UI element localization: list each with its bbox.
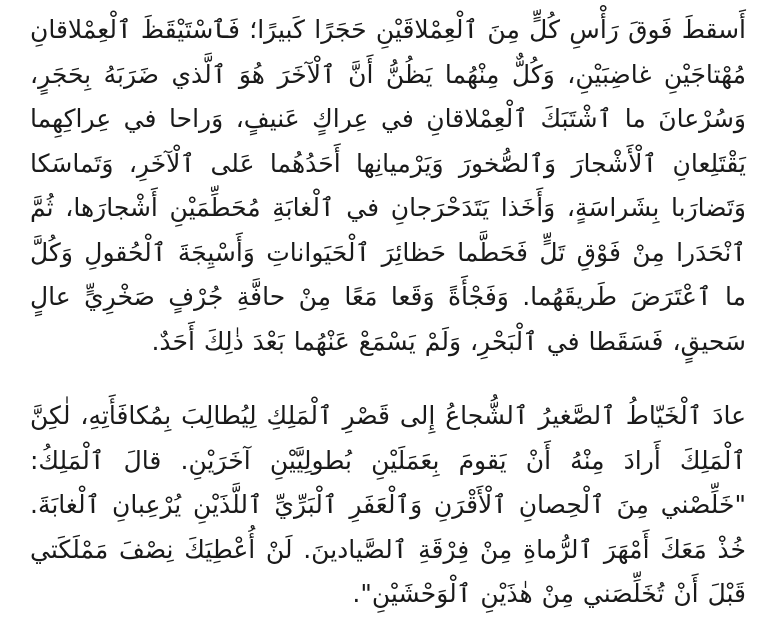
- story-paragraph-king-request: عادَ ٱلْخَيّاطُ ٱلصَّغيرُ ٱلشُّجاعُ إِلى قَصْرِ ٱلْمَلِكِ لِيُطالِبَ بِمُكافَأَتِهِ، لٰكِنَّ ٱلْمَلِكَ أَرادَ مِنْهُ أَنْ يَقومَ بِعَمَلَيْنِ بُطولِيَّيْنِ آخَرَيْنِ. قالَ ٱلْمَلِكُ: "خَلِّصْني مِنَ ٱلْحِصانِ ٱلْأَقْرَنِ وَٱلْعَفَرِ ٱلْبَرِّيِّ ٱللَّذَيْنِ يُرْعِبانِ ٱلْغابَةَ. خُذْ مَعَكَ أَمْهَرَ ٱلرُّماةِ مِنْ فِرْقَةِ ٱلصَّيادينَ. لَنْ أُعْطِيَكَ نِصْفَ مَمْلَكَتي قَبْلَ أَنْ تُخَلِّصَني مِنْ هٰذَيْنِ ٱلْوَحْشَيْنِ".: [30, 401, 746, 608]
- story-paragraph-giants: أَسقطَ فَوقَ رَأْسِ كُلٍّ مِنَ ٱلْعِمْلاقَيْنِ حَجَرًا كَبيرًا؛ فَٱسْتَيْقَظَ ٱلْعِمْلاقانِ مُهْتاجَيْنِ غاضِبَيْنِ، وَكُلٌّ مِنْهُما يَظُنُّ أَنَّ ٱلْآخَرَ هُوَ ٱلَّذي ضَرَبَهُ بِحَجَرٍ، وَسُرْعانَ ما ٱشْتَبَكَ ٱلْعِمْلاقانِ في عِراكٍ عَنيفٍ، وَراحا في عِراكِهِما يَقْتَلِعانِ ٱلْأَشْجارَ وَٱلصُّخورَ وَيَرْميانِها أَحَدُهُما عَلى ٱلْآخَرِ، وَتَماسَكا وَتَضارَبا بِشَراسَةٍ، وَأَخَذا يَتَدَحْرَجانِ في ٱلْغابَةِ مُحَطِّمَيْنِ أَشْجارَها، ثُمَّ ٱنْحَدَرا مِنْ فَوْقِ تَلٍّ فَحَطَّما حَظائِرَ ٱلْحَيَواناتِ وَأَسْيِجَةَ ٱلْحُقولِ وَكُلَّ ما ٱعْتَرَضَ طَريقَهُما. وَفَجْأَةً وَقَعا مَعًا مِنْ حافَّةِ جُرْفٍ صَخْرِيٍّ عالٍ سَحيقٍ، فَسَقَطا في ٱلْبَحْرِ، وَلَمْ يَسْمَعْ عَنْهُما بَعْدَ ذٰلِكَ أَحَدٌ.: [30, 15, 746, 356]
